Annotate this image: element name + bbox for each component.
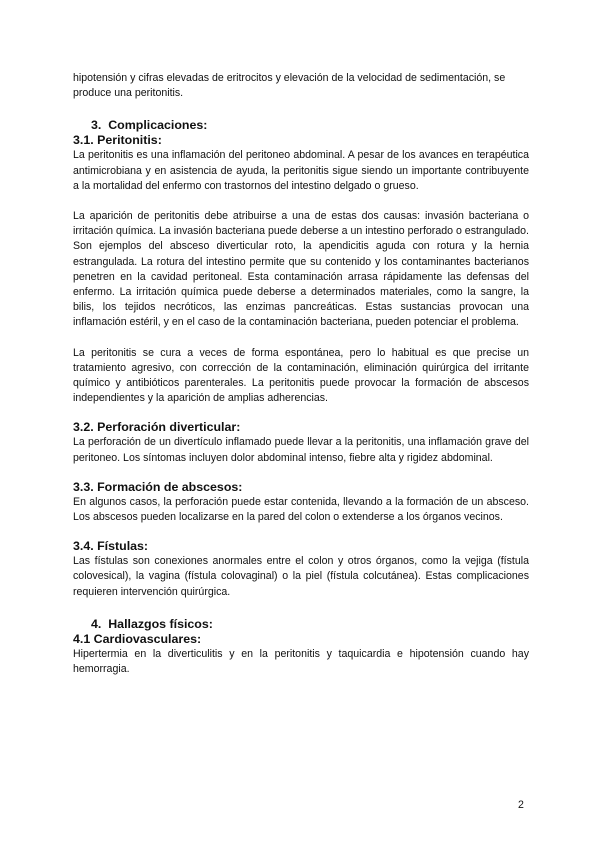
section-4-heading xyxy=(73,617,529,632)
section-4-title: Hallazgos físicos: xyxy=(108,616,213,631)
abscess-paragraph: En algunos casos, la perforación puede estar contenida, llevando a la formación de un absceso. Los abscesos pueden localizarse en la pared del colon o extenderse a los órganos vecinos. xyxy=(73,495,529,524)
cardiovascular-paragraph: Hipertermia en la diverticulitis y en la peritonitis y taquicardia e hipotensión cuando hay hemorragia. xyxy=(73,647,529,676)
peritonitis-paragraph-2: La aparición de peritonitis debe atribuirse a una de estas dos causas: invasión bacteriana o irritación química. La invasión bacteriana puede deberse a un intestino perforado o estrangulado. Son ejemplos del absceso diverticular roto, la apendicitis aguda con rotura y la hernia estrangulada. La rotura del intestino permite que su contenido y los contaminantes bacterianos penetren en la cavidad peritoneal. Esta contaminación arrasa rápidamente las defensas del enfermo. La irritación química puede deberse a determinados materiales, como la sangre, la bilis, los tejidos necróticos, las enzimas pancreáticas. Estas sustancias provocan una inflamación estéril, y en el caso de la contaminación bacteriana, pueden potenciar el problema. xyxy=(73,210,529,329)
subsection-3-1-title: 3.1. Peritonitis: xyxy=(73,133,162,148)
page-number: 2 xyxy=(518,799,524,811)
section-3-number: 3. xyxy=(91,118,102,133)
peritonitis-paragraph-3: La peritonitis se cura a veces de forma espontánea, pero lo habitual es que precise un tratamiento agresivo, con corrección de la contaminación, eliminación quirúrgica del irritante químico y antibióticos parenterales. La peritonitis puede provocar la formación de abscesos independientes y la aparición de amplias adherencias. xyxy=(73,346,529,405)
intro-paragraph: hipotensión y cifras elevadas de eritrocitos y elevación de la velocidad de sedimentación, se produce una peritonitis. xyxy=(73,72,506,100)
subsection-3-2-title: 3.2. Perforación diverticular: xyxy=(73,420,241,435)
subsection-3-4-title: 3.4. Fístulas: xyxy=(73,539,149,554)
peritonitis-paragraph-1: La peritonitis es una inflamación del peritoneo abdominal. A pesar de los avances en terapéutica antimicrobiana y en asistencia de ayuda, la peritonitis sigue siendo un importante contribuyente a la mortalidad del enfermo con trastornos del intestino delgado o grueso. xyxy=(73,149,529,192)
subsection-3-3-title: 3.3. Formación de abscesos: xyxy=(73,479,243,494)
section-3-heading xyxy=(73,118,529,133)
section-4-number: 4. xyxy=(91,616,102,631)
perforation-paragraph: La perforación de un divertículo inflamado puede llevar a la peritonitis, una inflamación grave del peritoneo. Los síntomas incluyen dolor abdominal intenso, fiebre alta y rigidez abdominal. xyxy=(73,436,529,464)
section-3-title: Complicaciones: xyxy=(108,118,208,133)
fistula-paragraph: Las fístulas son conexiones anormales entre el colon y otros órganos, como la vejiga (fístula colovesical), la vagina (fístula colovaginal) o la piel (fístula colcutánea). Estas complicaciones requieren intervención quirúrgica. xyxy=(73,555,529,598)
document-page xyxy=(73,71,529,677)
subsection-4-1-title: 4.1 Cardiovasculares: xyxy=(73,631,202,646)
